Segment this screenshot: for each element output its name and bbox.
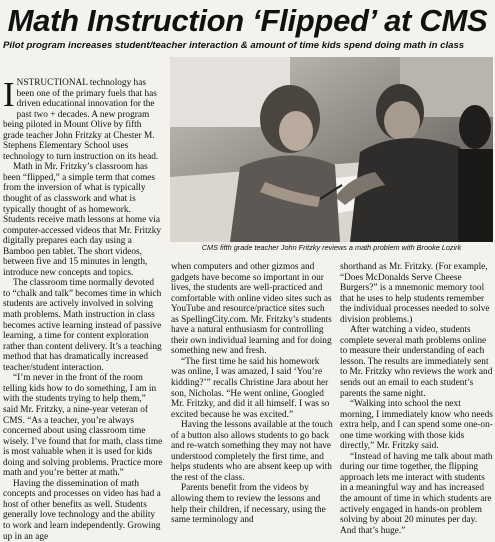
classroom-photo xyxy=(170,57,493,242)
article-paragraph: Having the lessons available at the touch of a button also allows students to go back and re-watch something they may not have understood completely the first time, and helps students who are absent keep up with the rest of the class. xyxy=(171,420,333,483)
article-paragraph: INSTRUCTIONAL technology has been one of the primary fuels that has driven educational innovation for the past two + decades. A new program being piloted in Mount Olive by fifth grade teacher John Fritzky at Chester M. Stephens Elementary School uses technology to turn instruction on its head. xyxy=(3,75,159,162)
article-paragraph: Having the dissemination of math concepts and processes on video has had a host of other benefits as well. Students generally love technology and the ability to work and learn independently. Growing up in an age xyxy=(3,478,161,542)
article-paragraph: Parents benefit from the videos by allowing them to review the lessons and help their children, if necessary, using the same terminology and xyxy=(171,483,326,526)
drop-cap: I xyxy=(3,75,15,114)
article-paragraph: “Instead of having me talk about math during our time together, the flipping approach lets me interact with students in a meaningful way and has increased the amount of time in which students are actively engaged in hands-on problem solving by about 20 minutes per day. And that’s huge.” xyxy=(340,451,493,536)
article-column-2 xyxy=(171,262,333,526)
article-paragraph: “Walking into school the next morning, I immediately know who needs extra help, and I can spend some one-on-one time working with those kids directly,” Mr. Fritzky said. xyxy=(340,399,493,452)
article-paragraph: when computers and other gizmos and gadgets have become so important in our lives, the students are well-practiced and comfortable with online video sites such as YouTube and resource/practice sites such as SpellingCity.com. Mr. Fritzky’s students have a natural enthusiasm for controlling their own individual learning and for doing something new and fresh. xyxy=(171,262,332,357)
photo-caption: CMS fifth grade teacher John Fritzky reviews a math problem with Brooke Lozirk xyxy=(201,243,462,252)
article-paragraph: shorthand as Mr. Fritzky. (For example, “Does McDonalds Serve Cheese Burgers?” is a mnemonic memory tool that he uses to help students remember the individual processes needed to solve division problems.) xyxy=(340,262,490,325)
subheadline: Pilot program increases student/teacher interaction & amount of time kids spend doing math in class xyxy=(3,40,465,51)
article-paragraph: “I’m never in the front of the room telling kids how to do something, I am in with the students trying to help them,” said Mr. Fritzky, a nine-year veteran of CMS. “As a teacher, you’re always concerned about using classroom time wisely. I’ve found that for math, class time is most valuable when it is used for kids doing and solving problems. Practice more math and you’re better at math.” xyxy=(3,373,163,479)
article-paragraph: After watching a video, students complete several math problems online to measure their understanding of each lesson. The results are immediately sent to Mr. Fritzky who reviews the work and sends out an email to each student’s parents the same night. xyxy=(340,325,493,399)
headline: Math Instruction ‘Flipped’ at CMS xyxy=(7,3,488,38)
photo-illustration xyxy=(170,57,493,242)
article-paragraph: “The first time he said his homework was online, I was amazed, I said ‘You’re kidding?’” recalls Christine Jara about her son, Nicholas. “He went online, Googled Mr. Fritzky, and did it all himself. I was so excited because he was excited.” xyxy=(171,356,330,420)
article-column-1 xyxy=(3,75,163,542)
article-column-3 xyxy=(340,262,493,536)
article-paragraph: Math in Mr. Fritzky’s classroom has been “flipped,” a simple term that comes from the inversion of what is typically thought of as classwork and what is typically thought of as homework. Students receive math lessons at home via computer-accessed videos that Mr. Fritzky digitally prepares each day using a Bamboo pen tablet. The short videos, between five and 15 minutes in length, introduce new concepts and topics. xyxy=(3,162,162,278)
article-paragraph: The classroom time normally devoted to “chalk and talk” becomes time in which students are actively involved in solving math problems. Math instruction in class becomes active learning instead of passive learning, a time for content exploration rather than content delivery. It’s a teaching method that has dramatically increased teacher/student interaction. xyxy=(3,278,162,373)
